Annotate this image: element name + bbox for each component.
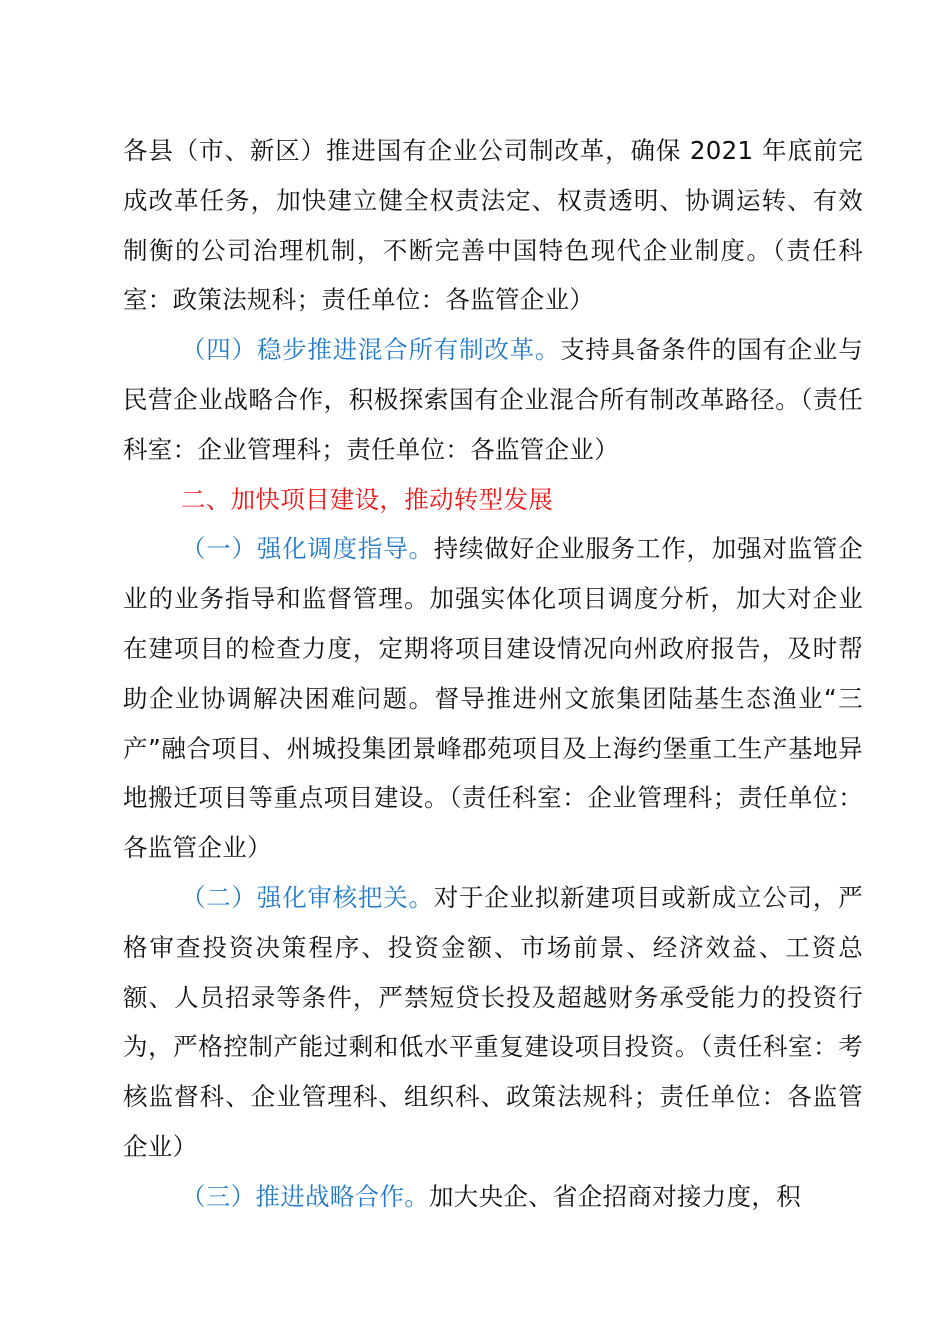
section-heading: 二、加快项目建设，推动转型发展	[181, 484, 553, 514]
paragraph-text: 加大央企、省企招商对接力度，积	[429, 1181, 801, 1211]
paragraph-text: 对于企业拟新建项目或新成立公司，严格审查投资决策程序、投资金额、市场前景、经济效益、工资总额、人员招录等条件，严禁短贷长投及超越财务承受能力的投资行为，严格控制产能过剩和低水平重复建设项目投资。（责任科室：考核监督科、企业管理科、组织科、政策法规科；责任单位：各监管企业）	[123, 882, 863, 1161]
document-body	[123, 126, 863, 1222]
paragraph-text: 持续做好企业服务工作，加强对监管企业的业务指导和监督管理。加强实体化项目调度分析，加大对企业在建项目的检查力度，定期将项目建设情况向州政府报告，及时帮助企业协调解决困难问题。督导推进州文旅集团陆基生态渔业“三产”融合项目、州城投集团景峰郡苑项目及上海约堡重工生产基地异地搬迁项目等重点项目建设。（责任科室：企业管理科；责任单位：各监管企业）	[123, 534, 863, 863]
paragraph-mixed-ownership-reform	[123, 325, 863, 474]
paragraph-text: 各县（市、新区）推进国有企业公司制改革，确保 2021 年底前完成改革任务，加快建立健全权责法定、权责透明、协调运转、有效制衡的公司治理机制，不断完善中国特色现代企业制度。（责任科室：政策法规科；责任单位：各监管企业）	[123, 136, 863, 315]
paragraph-text: 支持具备条件的国有企业与民营企业战略合作，积极探索国有企业混合所有制改革路径。（责任科室：企业管理科；责任单位：各监管企业）	[123, 335, 863, 464]
subsection-heading: （四）稳步推进混合所有制改革。	[181, 335, 561, 365]
paragraph-continued	[123, 126, 863, 325]
paragraph-strategic-cooperation	[123, 1172, 863, 1222]
subsection-heading: （三）推进战略合作。	[181, 1181, 429, 1211]
subsection-heading: （一）强化调度指导。	[181, 534, 434, 564]
paragraph-review-control	[123, 873, 863, 1172]
paragraph-scheduling-guidance	[123, 524, 863, 873]
subsection-heading: （二）强化审核把关。	[181, 882, 434, 912]
